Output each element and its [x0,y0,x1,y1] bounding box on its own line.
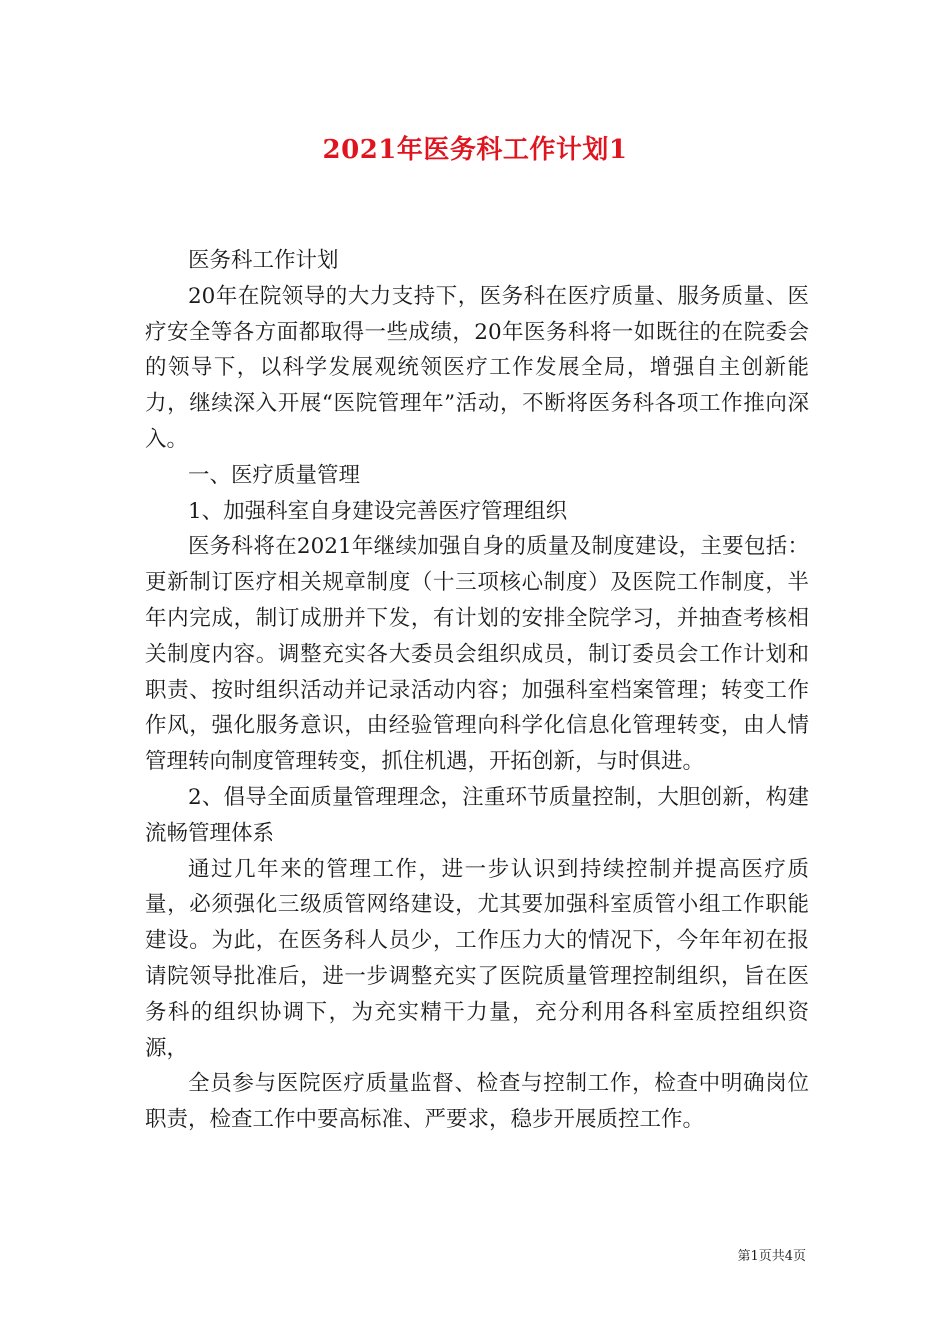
paragraph-intro: 20年在院领导的大力支持下，医务科在医疗质量、服务质量、医疗安全等各方面都取得一些成绩，20年医务科将一如既往的在院委会的领导下，以科学发展观统领医疗工作发展全局，增强自主创新能力，继续深入开展“医院管理年”活动，不断将医务科各项工作推向深入。 [145,283,809,452]
paragraph-participation: 全员参与医院医疗质量监督、检查与控制工作，检查中明确岗位职责，检查工作中要高标准、严要求，稳步开展质控工作。 [145,1071,809,1133]
document-title: 2021年医务科工作计划1 [322,135,628,165]
page-number-footer: 第1页共4页 [737,1249,806,1264]
document-body [145,243,809,1138]
section-heading-quality: 一、医疗质量管理 [188,462,361,488]
paragraph-subsection-1: 医务科将在2021年继续加强自身的质量及制度建设，主要包括：更新制订医疗相关规章制度（十三项核心制度）及医院工作制度，半年内完成，制订成册并下发，有计划的安排全院学习，并抽查考核相关制度内容。调整充实各大委员会组织成员，制订委员会工作计划和职责、按时组织活动并记录活动内容；加强科室档案管理；转变工作作风，强化服务意识，由经验管理向科学化信息化管理转变，由人情管理转向制度管理转变，抓住机遇，开拓创新，与时俱进。 [145,534,809,775]
subsection-heading-2: 2、倡导全面质量管理理念，注重环节质量控制，大胆创新，构建流畅管理体系 [145,784,809,846]
paragraph-heading: 医务科工作计划 [188,248,339,273]
subsection-heading-1: 1、加强科室自身建设完善医疗管理组织 [188,498,568,524]
paragraph-subsection-2: 通过几年来的管理工作，进一步认识到持续控制并提高医疗质量，必须强化三级质管网络建设，尤其要加强科室质管小组工作职能建设。为此，在医务科人员少，工作压力大的情况下，今年年初在报请院领导批准后，进一步调整充实了医院质量管理控制组织，旨在医务科的组织协调下，为充实精干力量，充分利用各科室质控组织资源， [145,856,809,1061]
